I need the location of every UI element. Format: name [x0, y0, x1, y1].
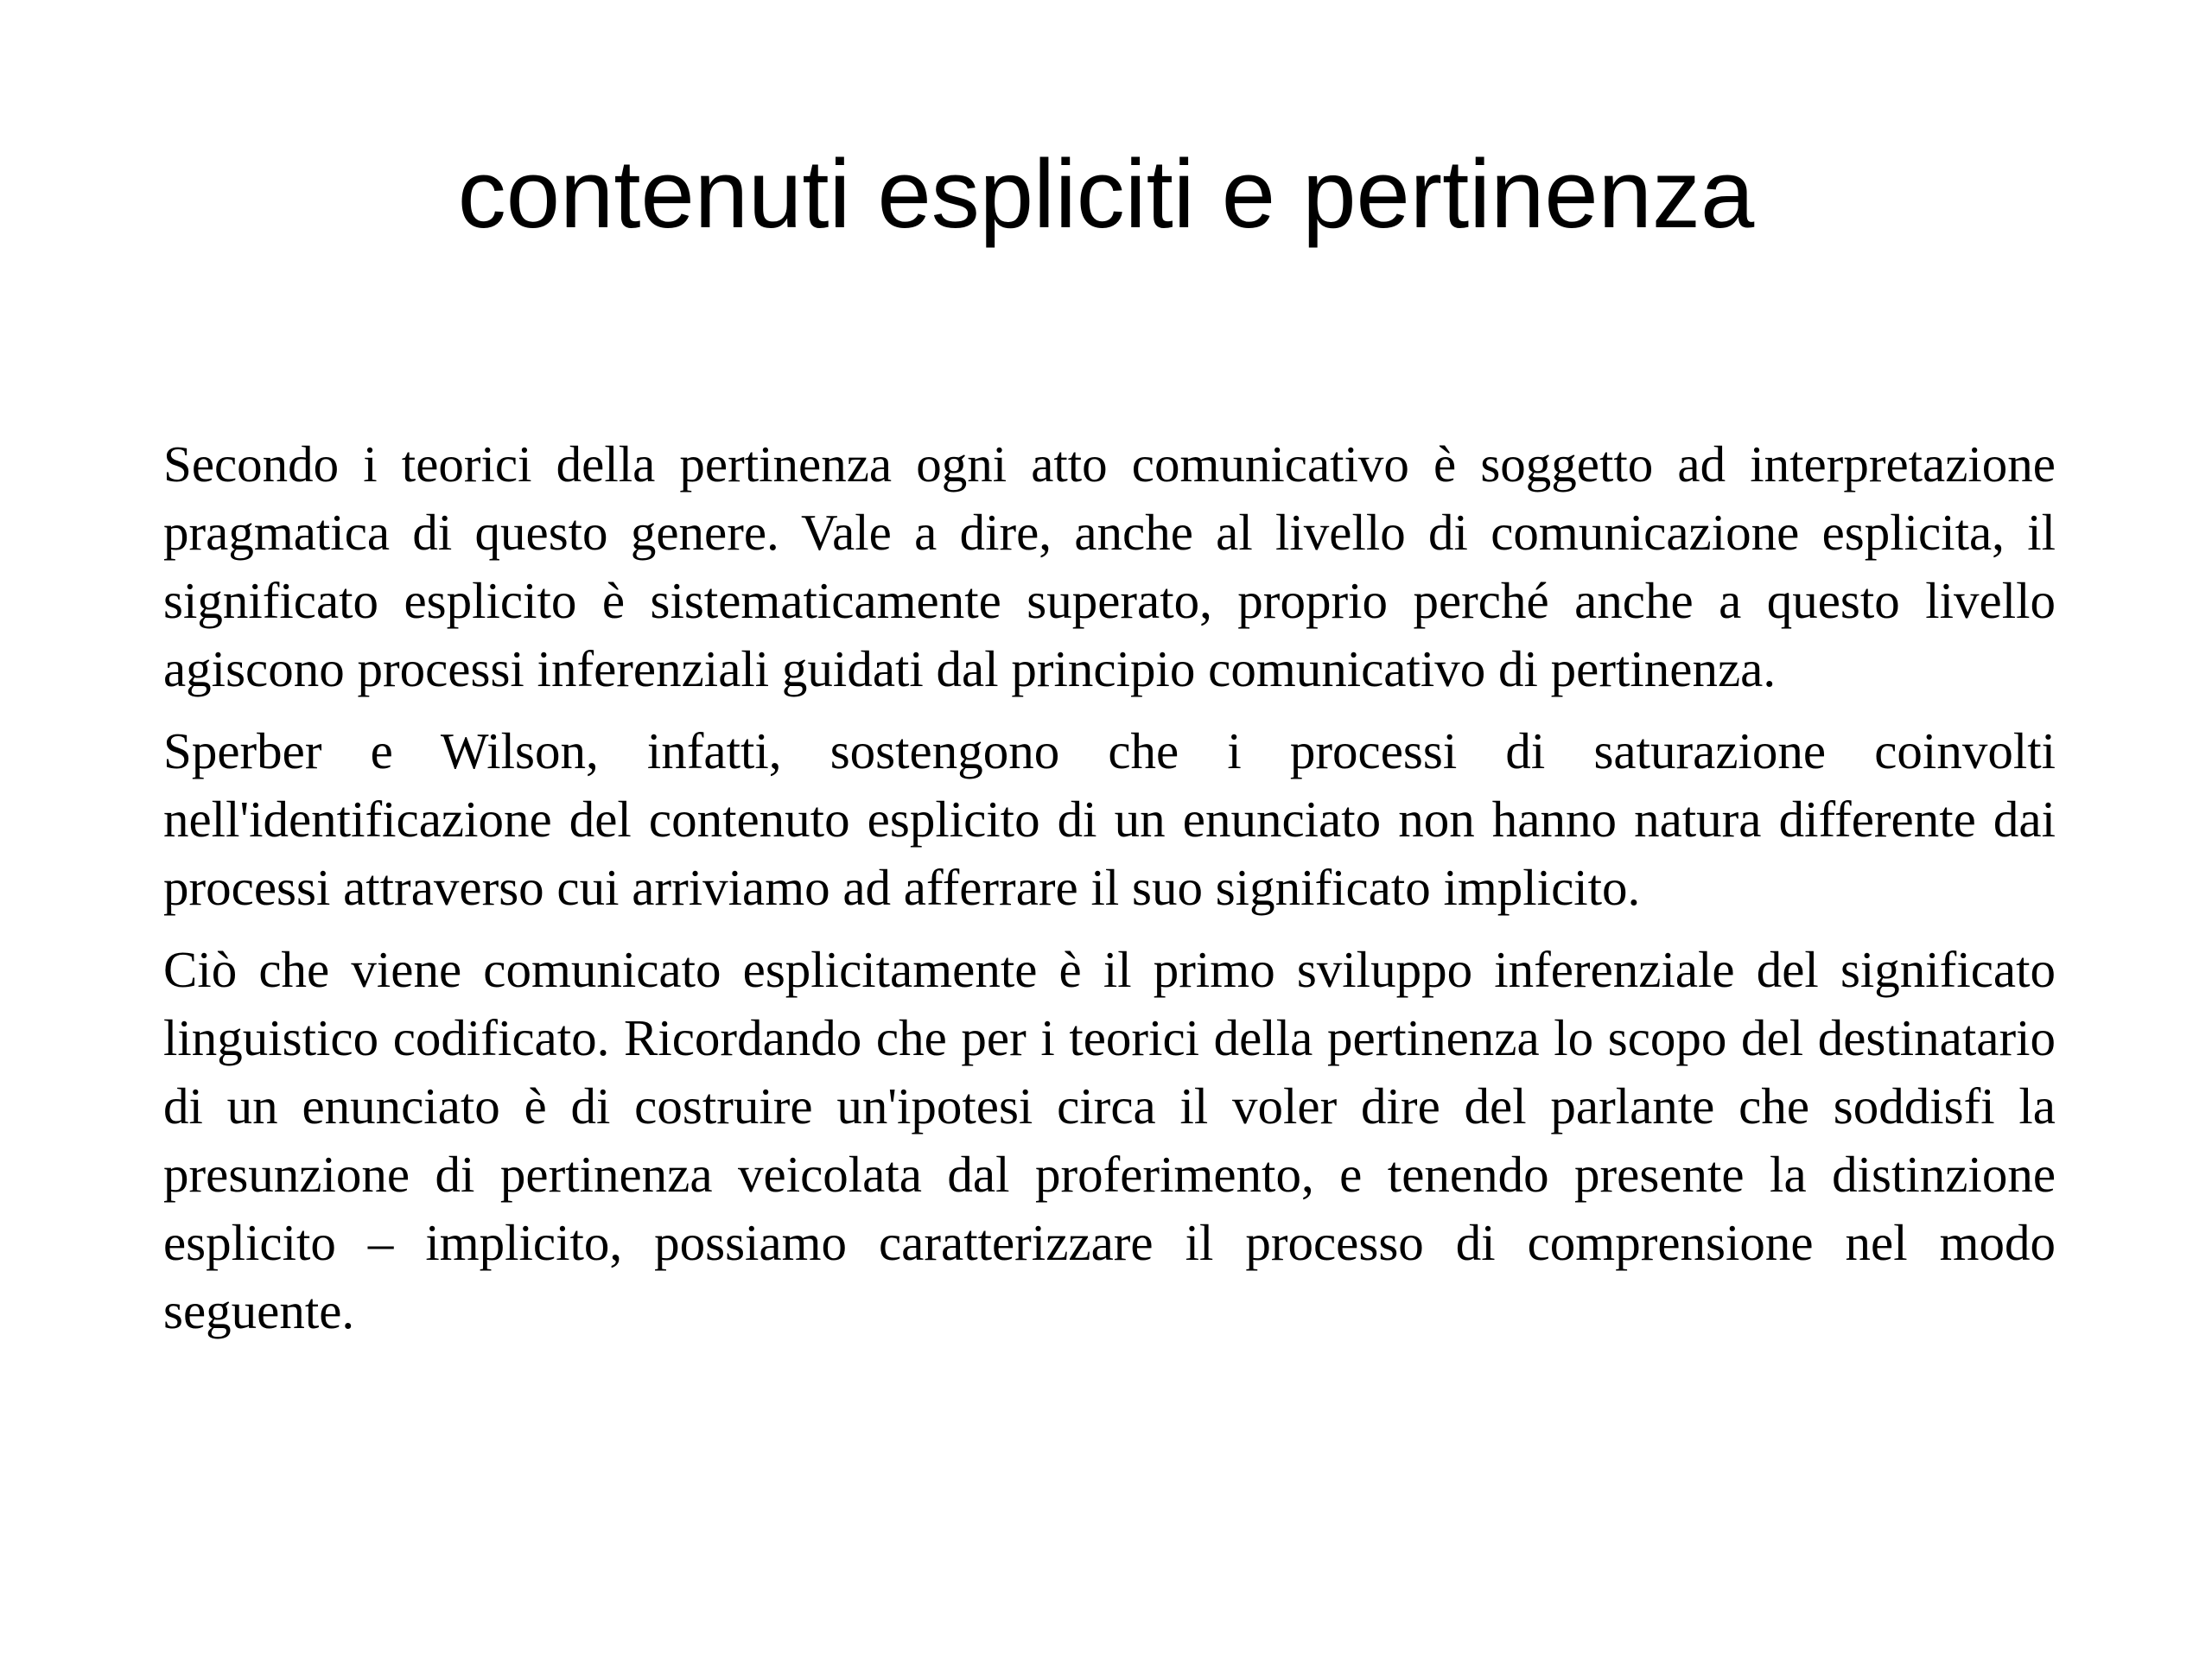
- paragraph-2: Sperber e Wilson, infatti, sostengono che i processi di saturazione coinvolti nell'identificazione del contenuto esplicito di un enunciato non hanno natura differente dai processi attraverso cui arriviamo ad afferrare il suo significato implicito.: [163, 722, 2056, 916]
- slide-body: [163, 430, 2056, 1359]
- slide-title: contenuti espliciti e pertinenza: [457, 140, 1755, 248]
- paragraph-3: Ciò che viene comunicato esplicitamente è il primo sviluppo inferenziale del significato linguistico codificato. Ricordando che per i teorici della pertinenza lo scopo del destinatario di un enunciato è di costruire un'ipotesi circa il voler dire del parlante che soddisfi la presunzione di pertinenza veicolata dal proferimento, e tenendo presente la distinzione esplicito – implicito, possiamo caratterizzare il processo di comprensione nel modo seguente.: [163, 941, 2056, 1339]
- paragraph-1: Secondo i teorici della pertinenza ogni atto comunicativo è soggetto ad interpretazione pragmatica di questo genere. Vale a dire, anche al livello di comunicazione esplicita, il significato esplicito è sistematicamente superato, proprio perché anche a questo livello agiscono processi inferenziali guidati dal principio comunicativo di pertinenza.: [163, 435, 2056, 697]
